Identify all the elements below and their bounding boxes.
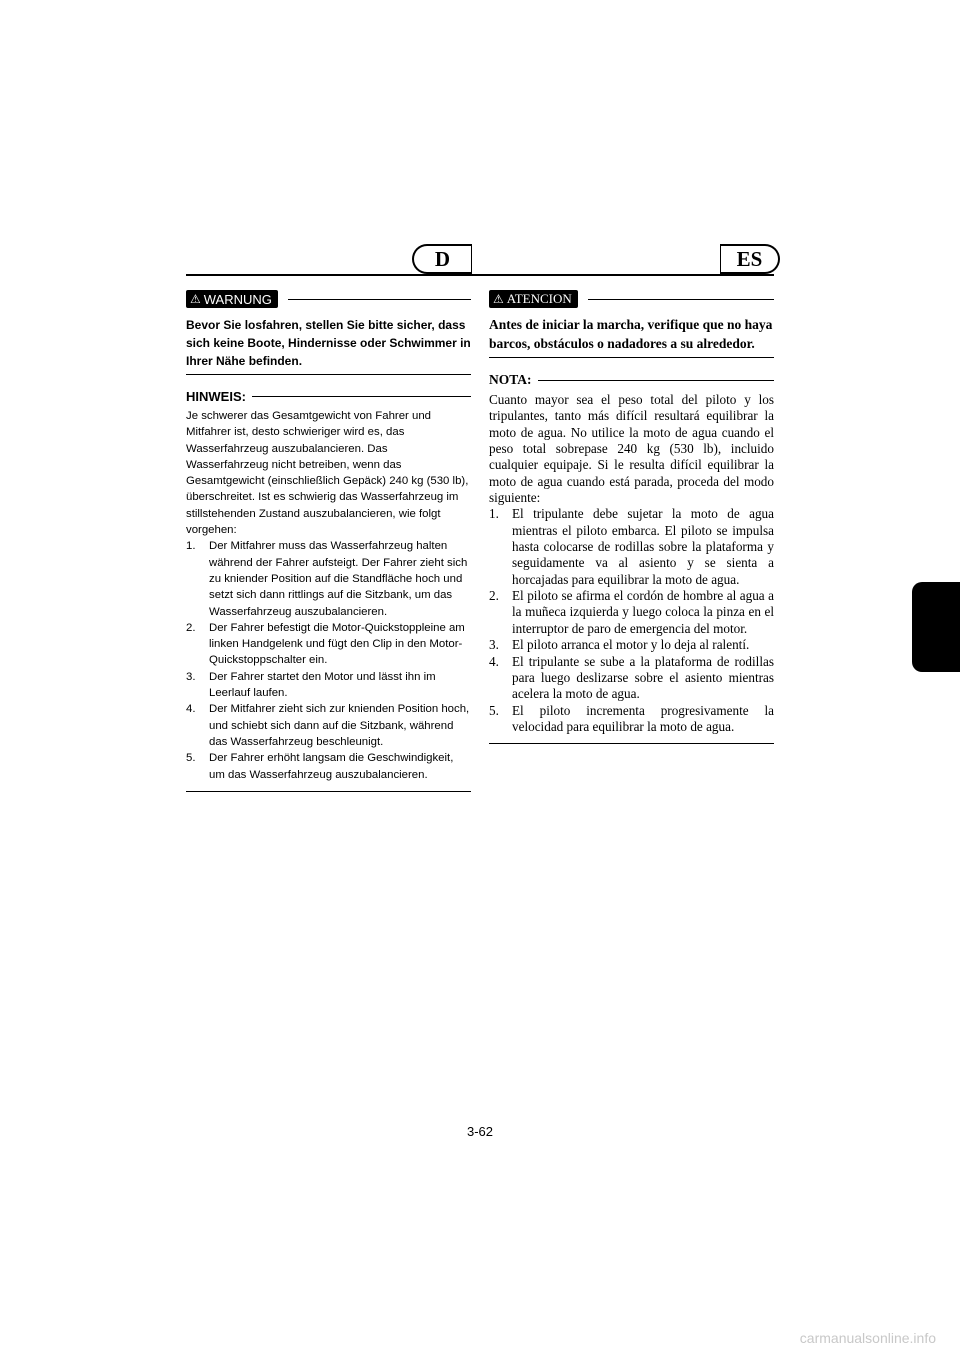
chapter-tab [912,582,960,672]
note-rule [538,380,775,381]
watermark: carmanualsonline.info [799,1330,936,1346]
warning-label [186,290,278,308]
list-item: 1. El tripulante debe sujetar la moto de agua mientras el piloto embarca. El piloto se impulsa hasta colocarse de rodillas sobre la plataforma y seguidamente va al asiento y se sienta a horcajadas para equilibrar la moto de agua. [489,506,774,587]
warning-header [489,290,774,308]
warning-rule [288,299,471,300]
warning-triangle-icon: ⚠ [190,292,201,306]
note-title: HINWEIS: [186,389,246,404]
page-number: 3-62 [466,1124,494,1139]
note-intro: Je schwerer das Gesamtgewicht von Fahrer und Mitfahrer ist, desto schwieriger wird es, das Wasserfahrzeug auszubalancieren. Das Wasserfahrzeug nicht betreiben, wenn das Gesamtgewicht (einschließlich Gepäck) 240 kg (530 lb), überschreitet. Ist es schwierig das Wasserfahrzeug im stillstehenden Zustand auszubalancieren, wie folgt vorgehen: [186,410,469,537]
step-list [186,538,471,782]
section-end-rule [186,791,471,792]
section-end-rule [489,743,774,744]
list-item: 1. Der Mitfahrer muss das Wasserfahrzeug halten während der Fahrer aufsteigt. Der Fahrer zieht sich zu kniender Position auf die Standfläche hoch und setzt sich dann rittlings auf die Sitzbank, um das Wasserfahrzeug auszubalancieren. [186,540,468,618]
list-item: 5. El piloto incrementa progresivamente la velocidad para equilibrar la moto de agua. [489,702,774,734]
warning-label-text: ATENCION [506,291,572,306]
list-item: 3. Der Fahrer startet den Motor und lässt ihn im Leerlauf laufen. [186,670,436,700]
german-column [186,290,471,792]
list-item: 4. Der Mitfahrer zieht sich zur knienden Position hoch, und schiebt sich dann auf die Sitzbank, während das Wasserfahrzeug beschleunigt. [186,703,470,748]
spanish-column [489,290,774,744]
warning-text: Antes de iniciar la marcha, verifique que no haya barcos, obstáculos o nadadores a su alrededor. [489,316,774,358]
list-item: 2. Der Fahrer befestigt die Motor-Quickstoppleine am linken Handgelenk und fügt den Clip in den Motor-Quickstoppschalter ein. [186,621,465,667]
language-badge-german: D [412,244,472,274]
warning-triangle-icon: ⚠ [493,291,504,306]
note-title: NOTA: [489,372,532,387]
list-item: 4. El tripulante se sube a la plataforma de rodillas para luego deslizarse sobre el asiento mientras acelera la moto de agua. [489,653,774,702]
note-intro: Cuanto mayor sea el peso total del piloto y los tripulantes, tanto más difícil resultará equilibrar la moto de agua. No utilice la moto de agua cuando el peso total sobrepase 240 kg (530 lb), incluido cualquier equipaje. Si le resulta difícil equilibrar la moto de agua cuando está parada, proceda del modo siguiente: [489,392,774,506]
warning-label-text: WARNUNG [203,291,272,307]
note-header [489,372,774,388]
step-list [489,506,774,735]
list-item: 3. El piloto arranca el motor y lo deja al ralentí. [489,637,750,653]
language-badge-spanish: ES [720,244,780,274]
warning-header [186,290,471,308]
warning-text: Bevor Sie losfahren, stellen Sie bitte sicher, dass sich keine Boote, Hindernisse oder Schwimmer in Ihrer Nähe befinden. [186,316,471,375]
note-body [186,408,471,783]
warning-label [489,290,578,308]
header-rule [186,274,774,276]
list-item: 2. El piloto se afirma el cordón de hombre al agua a la muñeca izquierda y luego coloca la pinza en el interruptor de paro de emergencia del motor. [489,588,774,636]
warning-rule [588,299,774,300]
note-body [489,392,774,735]
note-header [186,389,471,404]
note-rule [252,396,471,397]
list-item: 5. Der Fahrer erhöht langsam die Geschwindigkeit, um das Wasserfahrzeug auszubalancieren. [186,752,454,781]
